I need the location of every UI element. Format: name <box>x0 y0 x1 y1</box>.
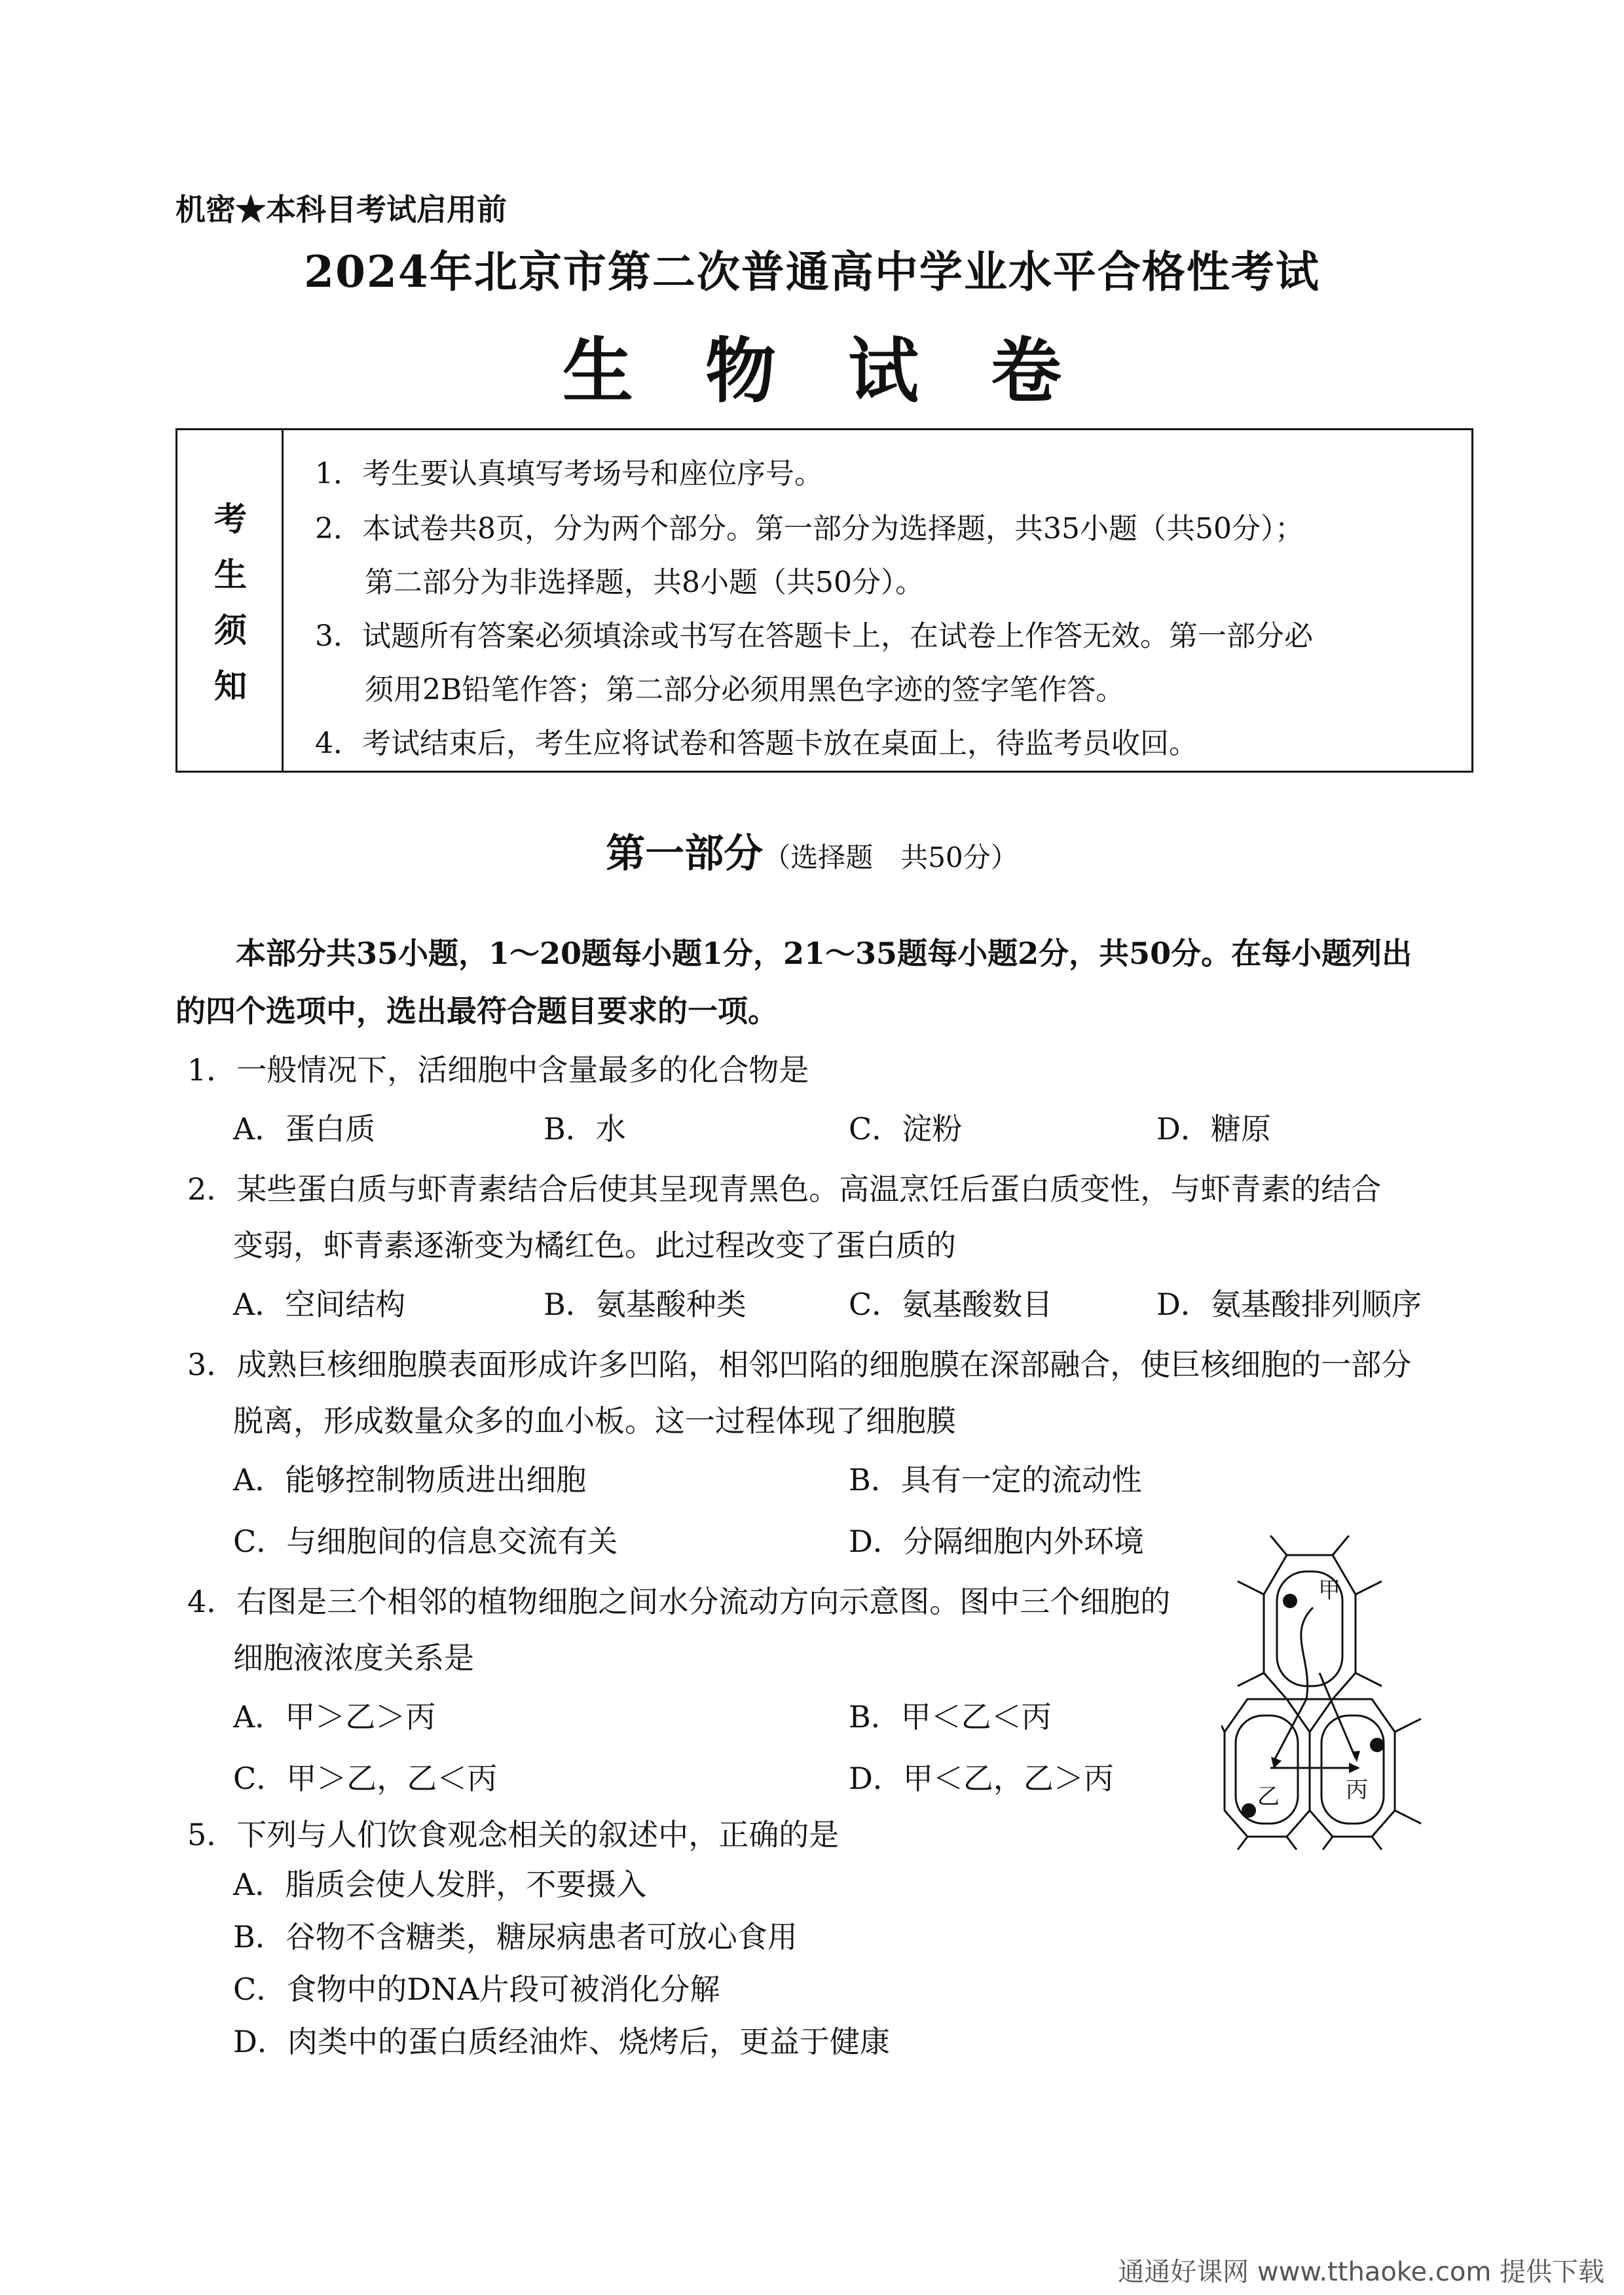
option: D．甲＜乙，乙＞丙 <box>849 1761 1114 1796</box>
question-stem: 1．一般情况下，活细胞中含量最多的化合物是 <box>187 1052 809 1088</box>
option: D．肉类中的蛋白质经油炸、烧烤后，更益于健康 <box>233 2024 890 2059</box>
notice-line: 1．考生要认真填写考场号和座位序号。 <box>315 457 823 490</box>
option: A．蛋白质 <box>233 1111 376 1147</box>
question-stem: 4．右图是三个相邻的植物细胞之间水分流动方向示意图。图中三个细胞的 <box>187 1584 1171 1619</box>
question-stem: 2．某些蛋白质与虾青素结合后使其呈现青黑色。高温烹饪后蛋白质变性，与虾青素的结合 <box>187 1171 1382 1207</box>
option: B．甲＜乙＜丙 <box>849 1699 1052 1735</box>
notice-label-char: 知 <box>214 667 247 705</box>
notice-line: 2．本试卷共8页，分为两个部分。第一部分为选择题，共35小题（共50分）； <box>315 512 1304 545</box>
exam-title: 2024年北京市第二次普通高中学业水平合格性考试 <box>304 246 1320 297</box>
notice-label-char: 生 <box>214 555 247 594</box>
question-stem: 细胞液浓度关系是 <box>233 1640 474 1676</box>
cell-label-jia: 甲 <box>1318 1577 1340 1604</box>
confidential-notice: 机密★本科目考试启用前 <box>175 192 507 227</box>
notice-label-column <box>177 430 284 771</box>
option: A．能够控制物质进出细胞 <box>233 1462 587 1497</box>
option: B．谷物不含糖类，糖尿病患者可放心食用 <box>233 1919 798 1955</box>
plant-cell-water-flow-diagram <box>1221 1535 1431 1850</box>
part-subtitle: （选择题 共50分） <box>763 841 1018 873</box>
option: A．空间结构 <box>233 1287 406 1322</box>
option: D．氨基酸排列顺序 <box>1156 1287 1422 1322</box>
option: B．水 <box>544 1111 626 1147</box>
option: A．甲＞乙＞丙 <box>233 1699 436 1735</box>
option: C．氨基酸数目 <box>849 1287 1053 1322</box>
part-instructions: 的四个选项中，选出最符合题目要求的一项。 <box>175 993 778 1029</box>
part-title: 第一部分 <box>606 831 764 877</box>
cell-label-yi: 乙 <box>1257 1784 1280 1810</box>
part-heading <box>0 822 1624 879</box>
notice-line: 3．试题所有答案必须填涂或书写在答题卡上，在试卷上作答无效。第一部分必 <box>315 619 1313 653</box>
notice-line: 4．考试结束后，考生应将试卷和答题卡放在桌面上，待监考员收回。 <box>315 727 1198 760</box>
cell-label-bing: 丙 <box>1346 1777 1368 1803</box>
part-instructions: 本部分共35小题，1～20题每小题1分，21～35题每小题2分，共50分。在每小题列出 <box>236 936 1412 971</box>
option: D．糖原 <box>1156 1111 1271 1147</box>
notice-line: 第二部分为非选择题，共8小题（共50分）。 <box>365 566 924 599</box>
option: C．甲＞乙，乙＜丙 <box>233 1761 498 1796</box>
question-stem: 3．成熟巨核细胞膜表面形成许多凹陷，相邻凹陷的细胞膜在深部融合，使巨核细胞的一部分 <box>187 1347 1412 1382</box>
option: C．食物中的DNA片段可被消化分解 <box>233 1972 720 2007</box>
option: B．具有一定的流动性 <box>849 1462 1142 1497</box>
download-source-footer: 通通好课网 www.tthaoke.com 提供下载 <box>1118 2257 1604 2287</box>
option: D．分隔细胞内外环境 <box>849 1524 1144 1559</box>
option: A．脂质会使人发胖，不要摄入 <box>233 1867 647 1902</box>
notice-label-char: 考 <box>214 500 247 538</box>
question-stem: 5．下列与人们饮食观念相关的叙述中，正确的是 <box>187 1817 840 1852</box>
subject-title: 生物试卷 <box>562 330 1134 413</box>
option: C．淀粉 <box>849 1111 963 1147</box>
question-stem: 脱离，形成数量众多的血小板。这一过程体现了细胞膜 <box>233 1403 956 1439</box>
question-stem: 变弱，虾青素逐渐变为橘红色。此过程改变了蛋白质的 <box>233 1228 956 1263</box>
notice-line: 须用2B铅笔作答；第二部分必须用黑色字迹的签字笔作答。 <box>365 673 1125 707</box>
notice-label-char: 须 <box>214 611 247 650</box>
option: C．与细胞间的信息交流有关 <box>233 1524 618 1559</box>
option: B．氨基酸种类 <box>544 1287 747 1322</box>
candidate-notice-box <box>175 428 1473 773</box>
